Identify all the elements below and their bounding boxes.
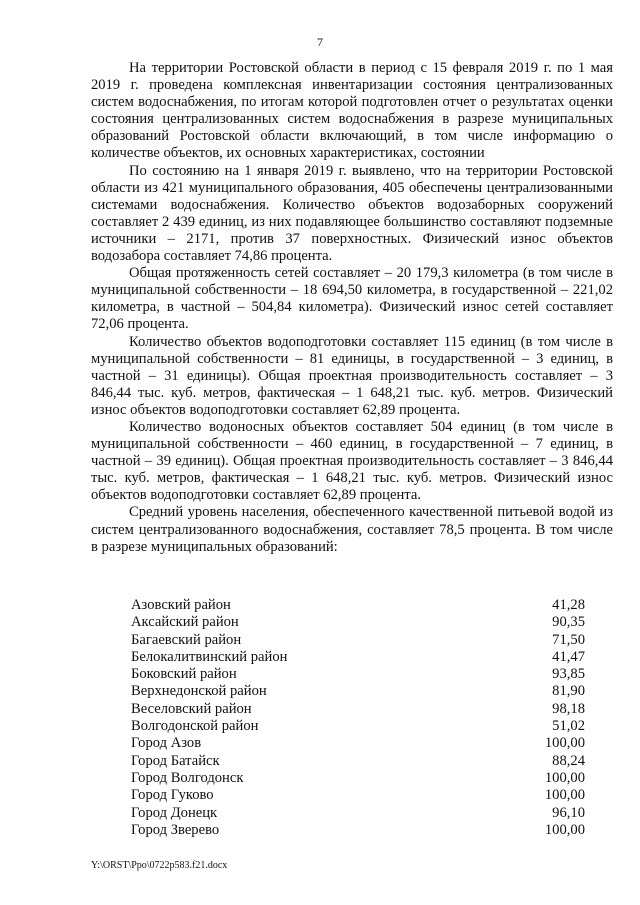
district-name: Город Батайск [131, 752, 220, 769]
district-name: Волгодонской район [131, 718, 259, 735]
district-name: Город Зверево [131, 821, 220, 838]
file-path-footer: Y:\ORST\Ppo\0722p583.f21.docx [91, 860, 228, 871]
list-item [131, 753, 585, 770]
list-item [131, 701, 585, 718]
district-value: 88,24 [552, 752, 585, 769]
district-value: 98,18 [552, 700, 585, 717]
list-item [131, 787, 585, 804]
list-item [131, 735, 585, 752]
list-item [131, 770, 585, 787]
district-name: Белокалитвинский район [131, 648, 288, 665]
paragraph-water-treatment: Количество объектов водоподготовки составляет 115 единиц (в том числе в муниципальной собственности – 81 единицы, в государственной – 3 единиц, в частной – 31 единицы). Общая проектная производительность составляет – 3 846,44 тыс. куб. метров, фактическая – 1 648,21 тыс. куб. метров. Физический износ объектов водоподготовки составляет 62,89 процента. [91, 333, 613, 418]
district-coverage-list [131, 597, 585, 839]
district-value: 100,00 [544, 821, 585, 838]
list-item [131, 632, 585, 649]
list-item [131, 805, 585, 822]
list-item [131, 614, 585, 631]
district-value: 41,28 [552, 597, 585, 613]
district-value: 93,85 [552, 666, 585, 683]
district-value: 90,35 [552, 614, 585, 631]
district-name: Город Донецк [131, 804, 218, 821]
district-name: Азовский район [131, 597, 231, 613]
list-item [131, 597, 585, 614]
list-item [131, 718, 585, 735]
list-item [131, 683, 585, 700]
district-name: Аксайский район [131, 614, 239, 631]
list-item [131, 666, 585, 683]
district-name: Багаевский район [131, 631, 242, 648]
district-name: Город Азов [131, 735, 202, 752]
district-name: Город Гуково [131, 787, 214, 804]
paragraph-inventory: На территории Ростовской области в период с 15 февраля 2019 г. по 1 мая 2019 г. проведена комплексная инвентаризации состояния централизованных систем водоснабжения, по итогам которой подготовлен отчет о результатах оценки состояния централизованных систем водоснабжения в разрезе муниципальных образований Ростовской области включающий, в том числе информацию о количестве объектов, их основных характеристиках, состоянии [91, 60, 613, 162]
district-name: Боковский район [131, 666, 237, 683]
district-value: 96,10 [552, 804, 585, 821]
paragraph-water-intake: По состоянию на 1 января 2019 г. выявлено, что на территории Ростовской области из 421 муниципального образования, 405 обеспечены централизованными системами водоснабжения. Количество объектов водозаборных сооружений составляет 2 439 единиц, из них подавляющее большинство составляют подземные источники – 2171, против 37 поверхностных. Физический износ объектов водозабора составляет 74,86 процента. [91, 162, 613, 265]
list-item [131, 822, 585, 839]
document-body [91, 60, 613, 556]
district-value: 51,02 [552, 718, 585, 735]
district-value: 100,00 [544, 787, 585, 804]
district-value: 71,50 [552, 631, 585, 648]
district-name: Веселовский район [131, 700, 252, 717]
district-name: Верхнедонской район [131, 683, 267, 700]
list-item [131, 649, 585, 666]
paragraph-water-objects: Количество водоносных объектов составляет 504 единиц (в том числе в муниципальной собственности – 460 единиц, в государственной – 7 единиц, в частной – 39 единиц). Общая проектная производительность составляет – 3 846,44 тыс. куб. метров, фактическая – 1 648,21 тыс. куб. метров. Физический износ объектов водоподготовки составляет 62,89 процента. [91, 418, 613, 504]
district-value: 81,90 [552, 683, 585, 700]
district-value: 100,00 [544, 769, 585, 786]
district-name: Город Волгодонск [131, 769, 244, 786]
district-value: 100,00 [544, 735, 585, 752]
page-number: 7 [317, 35, 323, 49]
paragraph-networks: Общая протяженность сетей составляет – 20 179,3 километра (в том числе в муниципальной собственности – 18 694,50 километра, в государственной – 221,02 километра, в частной – 504,84 километра). Физический износ сетей составляет 72,06 процента. [91, 265, 613, 333]
district-value: 41,47 [552, 648, 585, 665]
paragraph-population-coverage: Средний уровень населения, обеспеченного качественной питьевой водой из систем централизованного водоснабжения, составляет 78,5 процента. В том числе в разрезе муниципальных образований: [91, 504, 613, 555]
